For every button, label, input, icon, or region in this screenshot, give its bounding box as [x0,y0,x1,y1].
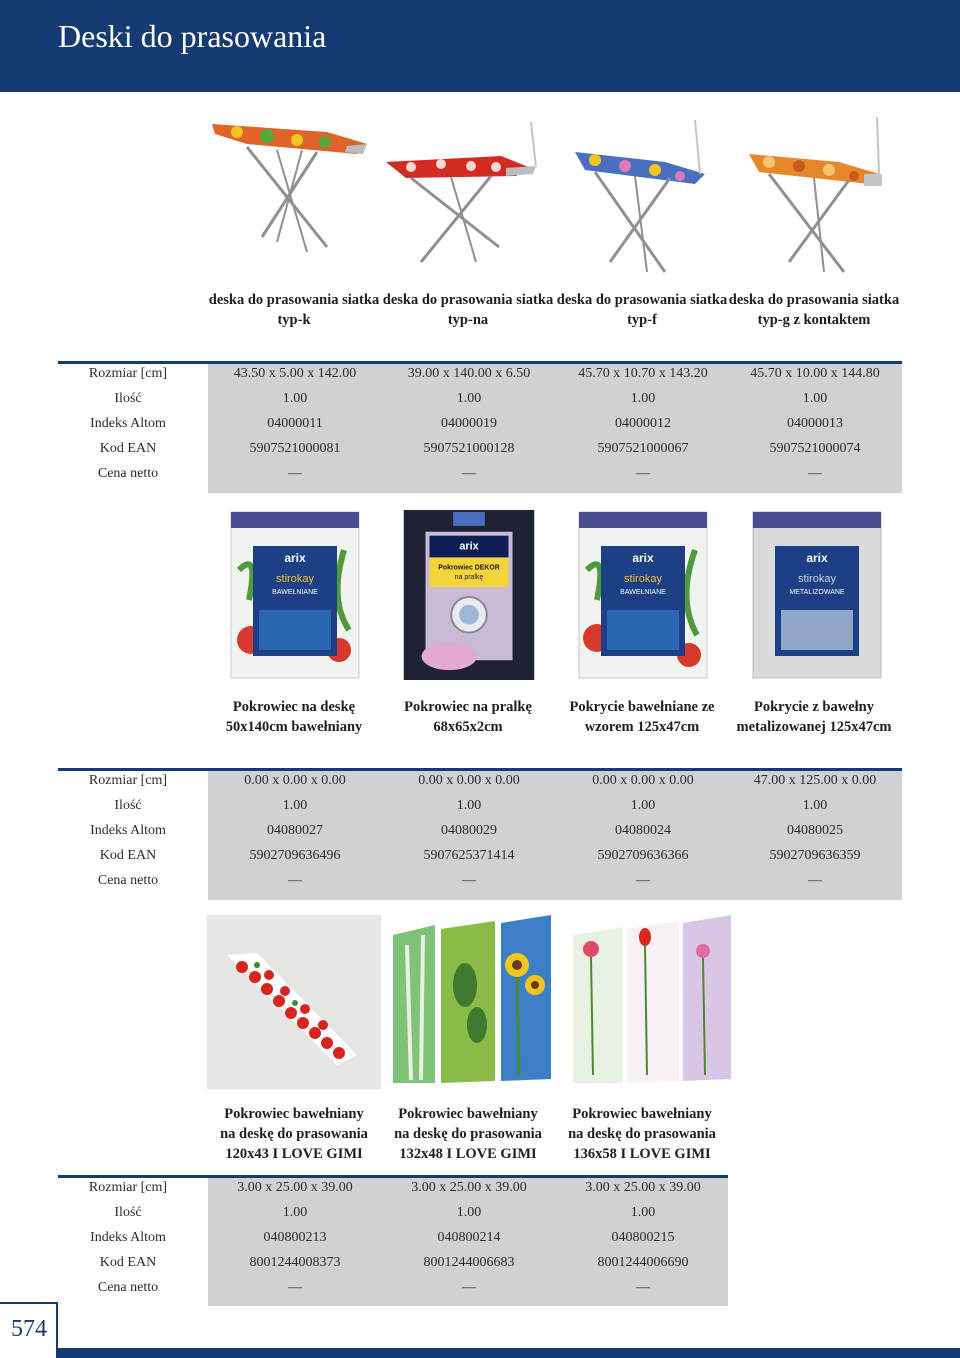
pack-brand: arix [284,551,306,565]
product-package-image [577,510,709,680]
pack-name: stirokay [798,573,836,585]
product-caption [556,697,728,737]
pack-sub: METALIZOWANE [789,589,845,596]
spec-ilosc-value: 1.00 [456,798,482,813]
spec-cena-value: — [288,873,302,888]
spec-label-cena: Cena netto [97,466,159,481]
spec-ean-value: 8001244006690 [597,1255,689,1270]
spec-label-cena: Cena netto [97,1280,159,1295]
spec-ilosc-value: 1.00 [282,1205,308,1220]
spec-indeks-value: 04080029 [441,823,497,838]
spec-cena-value: — [462,1280,476,1295]
product-images-row-3 [207,915,727,1085]
spec-ean-value: 5902709636496 [249,848,341,863]
spec-rozmiar-value: 0.00 x 0.00 x 0.00 [592,773,694,788]
footer-bar [58,1348,960,1358]
caption-line: wzorem 125x47cm [584,719,700,735]
product-images-row-2 [207,510,902,680]
spec-ean-value: 5907521000074 [769,441,861,456]
pack-name: stirokay [276,573,314,585]
pack-brand: arix [459,540,479,553]
spec-label-rozmiar: Rozmiar [cm] [88,773,168,788]
caption-line: typ-f [627,312,657,328]
pack-sub: BAWEŁNIANE [272,589,318,596]
caption-line: 68x65x2cm [433,719,503,735]
product-package-image [229,510,361,680]
spec-ilosc-value: 1.00 [802,798,828,813]
spec-ean-value: 5907625371414 [423,848,515,863]
spec-ilosc-value: 1.00 [282,798,308,813]
caption-line: Pokrowiec bawełniany [398,1106,538,1122]
product-caption [556,290,728,330]
caption-line: Pokrycie bawełniane ze [569,699,715,715]
pack-name: Pokrowiec DEKOR [438,564,500,572]
spec-rozmiar-value: 3.00 x 25.00 x 39.00 [585,1180,701,1195]
spec-ilosc-value: 1.00 [630,798,656,813]
caption-line: metalizowanej 125x47cm [736,719,892,735]
product-caption [382,1104,554,1164]
pack-name: stirokay [624,573,662,585]
spec-indeks-value: 040800214 [437,1230,501,1245]
caption-line: 120x43 I LOVE GIMI [225,1146,363,1162]
pack-sub: BAWEŁNIANE [620,589,666,596]
caption-line: 136x58 I LOVE GIMI [573,1146,711,1162]
spec-indeks-value: 040800213 [263,1230,327,1245]
spec-cena-value: — [288,1280,302,1295]
spec-ilosc-value: 1.00 [282,391,308,406]
spec-rozmiar-value: 39.00 x 140.00 x 6.50 [407,366,531,381]
spec-label-ilosc: Ilość [114,391,142,406]
pack-brand: arix [806,551,828,565]
product-caption [728,697,900,737]
spec-label-ean: Kod EAN [99,1255,157,1270]
cover-strawberry-image [207,915,381,1089]
page-number-box [0,1302,58,1358]
page-title: Deski do prasowania [58,18,327,54]
spec-label-rozmiar: Rozmiar [cm] [88,1180,168,1195]
caption-line: 50x140cm bawełniany [225,719,363,735]
spec-cena-value: — [288,466,302,481]
caption-line: na deskę do prasowania [394,1126,542,1142]
caption-line: Pokrowiec bawełniany [572,1106,712,1122]
ironing-board-image [729,112,894,282]
caption-line: Pokrowiec na pralkę [404,699,532,715]
ironing-board-image [207,112,372,282]
spec-label-ean: Kod EAN [99,848,157,863]
spec-ean-value: 8001244008373 [249,1255,341,1270]
product-caption [382,697,554,737]
spec-label-ean: Kod EAN [99,441,157,456]
spec-ean-value: 8001244006683 [423,1255,515,1270]
caption-line: Pokrycie z bawełny [753,699,874,715]
product-caption [556,1104,728,1164]
spec-indeks-value: 040800215 [611,1230,675,1245]
spec-cena-value: — [808,466,822,481]
spec-rozmiar-value: 45.70 x 10.70 x 143.20 [578,366,708,381]
spec-label-ilosc: Ilość [114,1205,142,1220]
product-caption [208,697,380,737]
spec-ean-value: 5907521000128 [423,441,515,456]
spec-rozmiar-value: 3.00 x 25.00 x 39.00 [411,1180,527,1195]
spec-cena-value: — [636,1280,650,1295]
caption-line: deska do prasowania siatka [728,292,900,308]
product-caption [208,1104,380,1164]
caption-line: Pokrowiec bawełniany [224,1106,364,1122]
spec-indeks-value: 04080025 [787,823,843,838]
caption-line: deska do prasowania siatka [382,292,554,308]
caption-line: deska do prasowania siatka [208,292,380,308]
pack-sub: na pralkę [454,574,484,582]
spec-indeks-value: 04000013 [787,416,843,431]
spec-indeks-value: 04080027 [267,823,323,838]
spec-rozmiar-value: 47.00 x 125.00 x 0.00 [753,773,877,788]
spec-ean-value: 5902709636366 [597,848,689,863]
page-number: 574 [11,1316,47,1342]
product-caption [382,290,554,330]
spec-label-indeks: Indeks Altom [90,823,166,838]
spec-cena-value: — [462,466,476,481]
spec-ilosc-value: 1.00 [630,1205,656,1220]
spec-ilosc-value: 1.00 [802,391,828,406]
spec-label-indeks: Indeks Altom [90,1230,166,1245]
cover-flowers-image [563,915,737,1089]
spec-label-ilosc: Ilość [114,798,142,813]
spec-indeks-value: 04000012 [615,416,671,431]
caption-line: typ-na [447,312,489,328]
caption-line: na deskę do prasowania [568,1126,716,1142]
product-caption [208,290,380,330]
spec-label-cena: Cena netto [97,873,159,888]
pack-brand: arix [632,551,654,565]
spec-rozmiar-value: 45.70 x 10.00 x 144.80 [750,366,880,381]
page-header [0,0,960,92]
spec-rozmiar-value: 43.50 x 5.00 x 142.00 [233,366,357,381]
spec-ilosc-value: 1.00 [456,391,482,406]
spec-rozmiar-value: 3.00 x 25.00 x 39.00 [237,1180,353,1195]
spec-indeks-value: 04000019 [441,416,497,431]
ironing-board-image [381,112,546,282]
spec-indeks-value: 04080024 [615,823,671,838]
spec-cena-value: — [808,873,822,888]
spec-cena-value: — [636,466,650,481]
spec-cena-value: — [462,873,476,888]
cover-nature-image [385,915,559,1089]
spec-indeks-value: 04000011 [267,416,323,431]
spec-ean-value: 5907521000067 [597,441,689,456]
caption-line: deska do prasowania siatka [556,292,728,308]
spec-cena-value: — [636,873,650,888]
spec-rozmiar-value: 0.00 x 0.00 x 0.00 [418,773,520,788]
caption-line: Pokrowiec na deskę [232,699,356,715]
spec-ilosc-value: 1.00 [630,391,656,406]
ironing-board-image [555,112,720,282]
spec-ilosc-value: 1.00 [456,1205,482,1220]
product-caption [728,290,900,330]
product-package-image [751,510,883,680]
caption-line: typ-k [277,312,311,328]
caption-line: 132x48 I LOVE GIMI [399,1146,537,1162]
spec-ean-value: 5902709636359 [769,848,861,863]
spec-ean-value: 5907521000081 [249,441,341,456]
caption-line: typ-g z kontaktem [757,312,871,328]
spec-label-rozmiar: Rozmiar [cm] [88,366,168,381]
spec-label-indeks: Indeks Altom [90,416,166,431]
product-images-row-1 [207,112,902,282]
product-package-image [403,510,535,680]
spec-rozmiar-value: 0.00 x 0.00 x 0.00 [244,773,346,788]
caption-line: na deskę do prasowania [220,1126,368,1142]
